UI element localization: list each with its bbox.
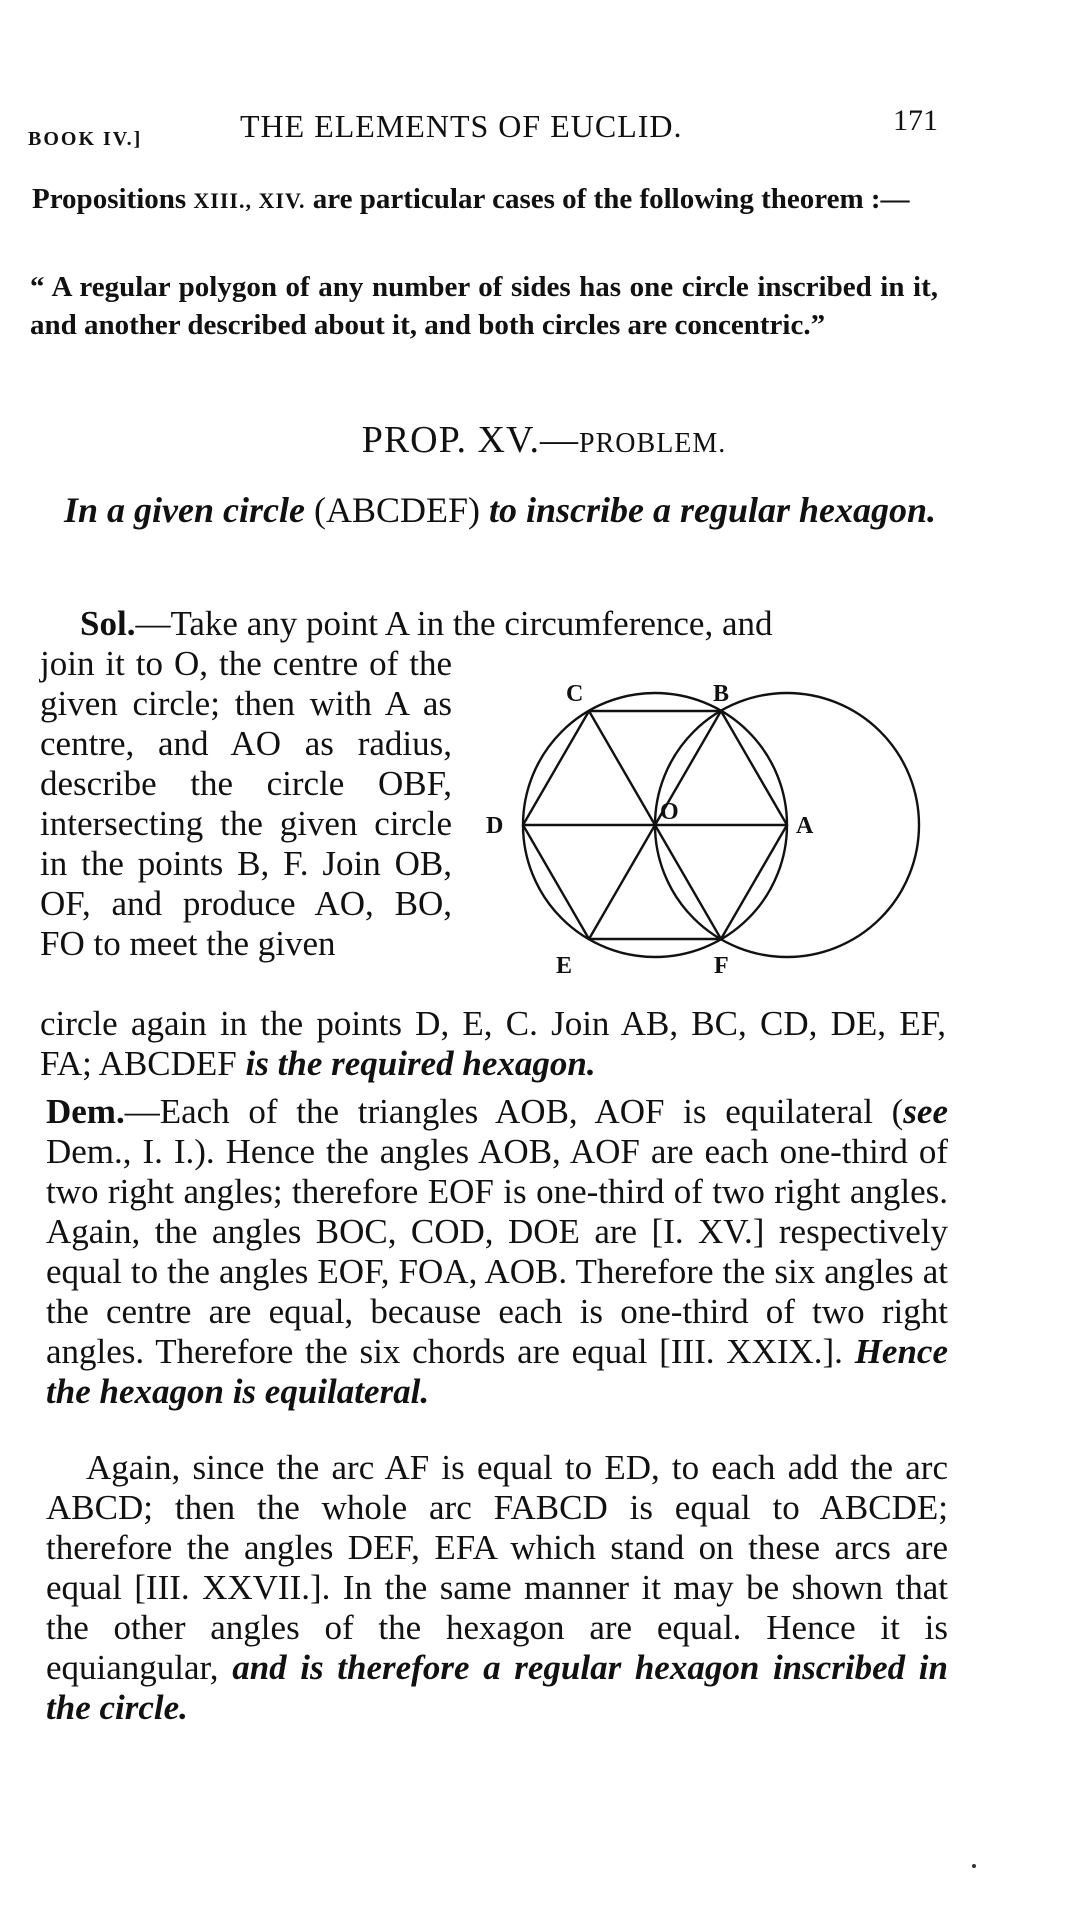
hexagon-diagram (470, 655, 990, 1000)
dem-p1-a: —Each of the triangles AOB, AOF is equilateral ( (124, 1092, 904, 1131)
intro-refs: XIII., XIV. (193, 188, 306, 213)
print-speck (972, 1864, 976, 1868)
label-d: D (486, 813, 504, 839)
dem-p1-b: Dem., I. I.). Hence the angles AOB, AOF are each one-third of two right angles; therefore EOF is one-third of two right angles. Again, the angles BOC, COD, DOE are [I. XV.] respectively equal to the angles EOF, FOA, AOB. Therefore the six angles at the centre are equal, because each is one-third of two right angles. Therefore the six chords are equal [III. XXIX.]. (46, 1132, 948, 1371)
label-a: A (796, 813, 814, 839)
demonstration-paragraph-1 (46, 1092, 948, 1412)
intro-suffix: are particular cases of the following theorem :— (305, 183, 910, 215)
label-b: B (713, 681, 730, 707)
enunciation-part-a: In a given circle (63, 490, 305, 530)
solution-continuation (40, 1004, 946, 1084)
label-c: C (566, 681, 584, 707)
page-number: 171 (893, 104, 938, 137)
enunciation-part-c: to inscribe a regular hexagon. (488, 490, 937, 530)
intro-paragraph (32, 180, 938, 220)
solution-first-line (80, 604, 946, 644)
proposition-heading (0, 418, 1088, 462)
prop-heading-main: PROP. XV.— (361, 419, 580, 461)
label-o: O (660, 799, 679, 825)
dem-p1-see: see (903, 1092, 948, 1131)
demonstration-paragraph-2 (46, 1448, 948, 1728)
dem-p1-conclusion: Hence the hexagon is equilateral. (46, 1332, 948, 1411)
solution-conclusion: is the required hexagon. (245, 1044, 596, 1083)
enunciation-part-b: (ABCDEF) (313, 490, 480, 530)
solution-first-text: —Take any point A in the circumference, and (135, 604, 773, 643)
intro-prefix: Propositions (32, 183, 194, 215)
solution-left-column: join it to O, the centre of the given circle; then with A as centre, and AO as radius, describe the circle OBF, intersecting the given circle in the points B, F. Join OB, OF, and produce AO, BO, FO to meet the given (40, 644, 452, 963)
book-number: BOOK IV.] (28, 128, 143, 150)
solution-rest-text: circle again in the points D, E, C. Join AB, BC, CD, DE, EF, FA; ABCDEF (40, 1004, 946, 1083)
demonstration-label: Dem. (46, 1092, 125, 1131)
running-title: THE ELEMENTS OF EUCLID. (240, 108, 683, 144)
hexagon-figure (470, 655, 990, 1000)
prop-heading-type: PROBLEM. (579, 428, 727, 459)
dem-p2-conclusion: and is therefore a regular hexagon inscribed in the circle. (46, 1648, 948, 1727)
solution-label: Sol. (80, 604, 136, 643)
dem-p2-text: Again, since the arc AF is equal to ED, to each add the arc ABCD; then the whole arc FABCD is equal to ABCDE; therefore the angles DEF, EFA which stand on these arcs are equal [III. XXVII.]. In the same manner it may be shown that the other angles of the hexagon are equal. Hence it is equiangular, (46, 1448, 948, 1687)
running-head (0, 104, 1088, 150)
label-e: E (556, 953, 573, 979)
theorem-quote: “ A regular polygon of any number of sides has one circle inscribed in it, and another described about it, and both circles are concentric.” (30, 271, 938, 341)
proposition-enunciation (60, 488, 940, 532)
label-f: F (714, 953, 729, 979)
